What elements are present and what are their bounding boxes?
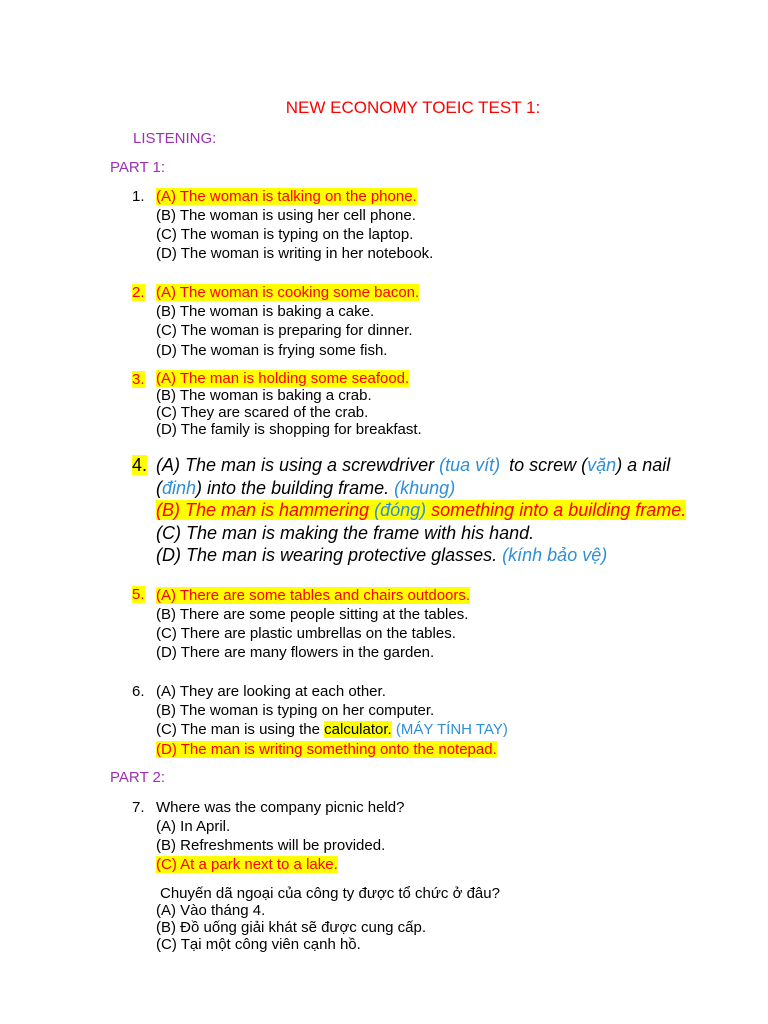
option-c: (C) They are scared of the crab.	[156, 404, 369, 421]
translation-note: (kính bảo vệ)	[502, 545, 608, 565]
option-d: (D) There are many flowers in the garden.	[156, 644, 435, 661]
option-a: (A) The man is using a screwdriver (tua vít) to screw (vặn) a nail	[156, 455, 671, 475]
option-c: (C) The woman is typing on the laptop.	[156, 226, 414, 243]
options-list	[156, 283, 419, 360]
option-a-answer: (A) There are some tables and chairs outdoors.	[156, 587, 471, 604]
vi-option-c: (C) Tại một công viên cạnh hồ.	[156, 936, 361, 953]
option-b: (B) The woman is typing on her computer.	[156, 702, 435, 719]
option-a-answer: (A) The woman is cooking some bacon.	[156, 284, 420, 301]
options-list	[156, 187, 433, 263]
vi-question: Chuyến dã ngoại của công ty được tổ chức ở đâu?	[160, 885, 500, 902]
option-a-continued: (đinh) into the building frame. (khung)	[156, 477, 456, 498]
translation-note: (đóng)	[374, 500, 427, 520]
part1-heading: PART 1:	[110, 159, 166, 176]
part2-heading: PART 2:	[110, 769, 166, 786]
question-number: 6.	[132, 683, 145, 700]
vietnamese-translation	[156, 885, 500, 953]
option-b: (B) The woman is baking a crab.	[156, 387, 372, 404]
question-text: Where was the company picnic held?	[156, 799, 405, 816]
option-c: (C) The man is using the calculator. (MÁY TÍNH TAY)	[156, 721, 508, 738]
option-c: (C) The man is making the frame with his hand.	[156, 522, 535, 543]
options-list	[156, 370, 422, 438]
translation-note: (khung)	[394, 477, 456, 498]
option-a-answer: (A) The man is holding some seafood.	[156, 370, 410, 387]
option-d: (D) The woman is frying some fish.	[156, 342, 388, 359]
options-list	[156, 454, 686, 567]
option-d-answer: (D) The man is writing something onto the notepad.	[156, 741, 497, 758]
translation-note: vặn	[587, 455, 617, 475]
question-number: 7.	[132, 799, 145, 816]
option-b: (B) The woman is baking a cake.	[156, 303, 375, 320]
options-list	[156, 682, 508, 759]
option-a-answer: (A) The woman is talking on the phone.	[156, 188, 417, 205]
test-title: NEW ECONOMY TOEIC TEST 1:	[285, 98, 541, 117]
question-body	[156, 798, 404, 874]
translation-note: đinh	[162, 477, 197, 498]
option-b: (B) Refreshments will be provided.	[156, 837, 386, 854]
question-number: 2.	[132, 284, 145, 301]
vi-option-b: (B) Đồ uống giải khát sẽ được cung cấp.	[156, 919, 427, 936]
options-list	[156, 586, 470, 662]
option-a: (A) In April.	[156, 818, 231, 835]
question-number: 4.	[132, 455, 148, 475]
option-b-answer: (B) The man is hammering (đóng) something into a building frame.	[156, 500, 687, 520]
vi-option-a: (A) Vào tháng 4.	[156, 902, 266, 919]
option-c: (C) There are plastic umbrellas on the tables.	[156, 625, 456, 642]
option-d: (D) The family is shopping for breakfast.	[156, 421, 422, 438]
option-d: (D) The man is wearing protective glasses. (kính bảo vệ)	[156, 545, 608, 565]
option-b: (B) The woman is using her cell phone.	[156, 207, 416, 224]
option-d: (D) The woman is writing in her notebook.	[156, 245, 434, 262]
question-number: 3.	[132, 371, 145, 388]
question-number: 1.	[132, 188, 145, 205]
option-c-answer: (C) At a park next to a lake.	[156, 856, 338, 873]
question-number: 5.	[132, 586, 145, 603]
translation-note: (tua vít)	[439, 455, 501, 475]
option-c: (C) The woman is preparing for dinner.	[156, 322, 413, 339]
option-a: (A) They are looking at each other.	[156, 683, 386, 700]
section-listening: LISTENING:	[133, 130, 217, 147]
translation-note: (MÁY TÍNH TAY)	[395, 721, 508, 738]
option-b: (B) There are some people sitting at the tables.	[156, 606, 469, 623]
highlighted-word: calculator.	[324, 721, 392, 738]
